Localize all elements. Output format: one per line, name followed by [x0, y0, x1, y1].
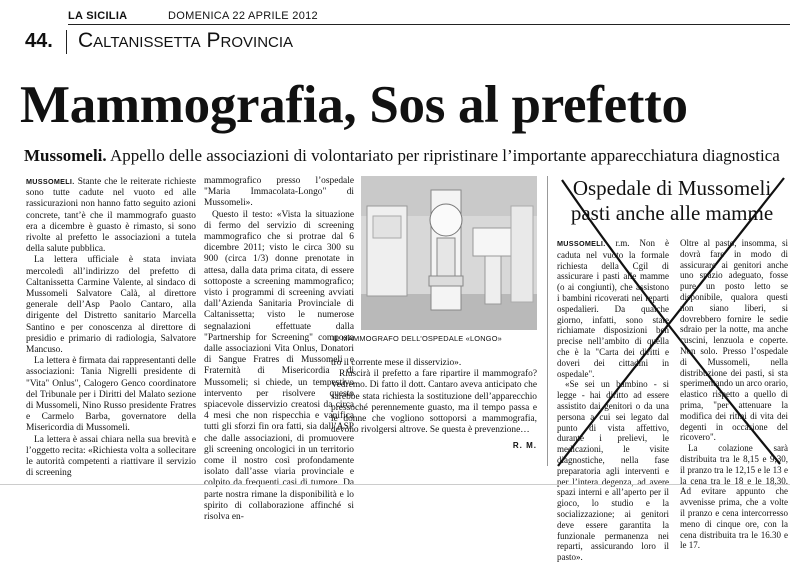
article-column-3	[331, 358, 537, 466]
issue-date: DOMENICA 22 APRILE 2012	[168, 10, 318, 22]
article-paragraph: Questo il testo: «Vista la situazione di fermo del servizio di screening mammografico che si protrae dal 6 dicembre 2011; visto le circa 300 su 900 (circa 1/3) donne prenotate in attesa, dalla data prima citata, di essere sottoposte a screening mammografico; visto i programmi di screening avviati dall’Azienda Sanitaria Provinciale di Caltanissetta; visto le numerose segnalazioni effettuate dalla "Partnership for Screening" composta dalle associazioni Vita Onlus, Donatori di Sangue Fratres di Mussomeli e Fraternità di Misericordia di Mussomeli; si chiede, un tempestivo intervento per risolvere questo spiacevole disservizio creatosi da circa 4 mesi che non rispecchia e vanifica tutti gli sforzi fin ora fatti, sia dall’ASP che dalle associazioni, di promuovere gli screening oncologici in un territorio come il nostro così profondamente isolato dall’asse viaria provinciale e colpito da frequenti casi di tumore. Da parte nostra rimane la disponibilità e lo spirito di collaborazione affinché si risolva en-	[204, 209, 354, 523]
bottom-rule	[0, 484, 790, 485]
sidebar-paragraph: Oltre al pasto, insomma, si dovrà fare in modo di assicurare ai genitori anche uno spazio adeguato, fosse pure un posto letto se disponibile, qualora questi non siano liberi, si dovrebbero fornire le sedie sdraio per la notte, ma anche cuscini, lenzuola e coperte. Non solo. Presso l’ospedale di Mussomeli, nella distribuzione dei pasti, si sta sperimentando un arco orario, elastico rispetto a quello di prima, "per attenuare la modifica dei ritmi di vita dei degenti in occasione del ricovero".	[680, 238, 788, 443]
headline: Mammografia, Sos al prefetto	[20, 76, 688, 134]
subhead-kicker: Mussomeli.	[24, 146, 107, 165]
section-divider	[66, 30, 67, 54]
article-paragraph: tro il corrente mese il disservizio».	[331, 358, 462, 368]
sidebar-dateline: MUSSOMELI.	[557, 239, 606, 248]
sidebar-paragraph: «Se sei un bambino - si legge - hai diritto ad essere assistito dai genitori o da una persona a cui sei legato dal punto di vista affettivo, durante i prelievi, le medicazioni, le visite diagnostiche, nella fase preparatoria agli interventi e per l’intera degenza, ad avere spazi interni e all’aperto per il gioco, lo studio e la socializzazione; ai genitori deve essere garantita la funzionale permanenza nei reparti, assicurando loro il pasto».	[557, 379, 669, 563]
mammograph-photo	[361, 176, 537, 330]
masthead	[0, 0, 790, 58]
section-title: Caltanissetta Provincia	[78, 29, 294, 52]
sidebar-column-2	[680, 238, 788, 551]
photo-caption: IL MAMMOGRAFO DELL’OSPEDALE «LONGO»	[333, 334, 502, 343]
article-paragraph: MUSSOMELI. Stante che le reiterate richieste sono tutte cadute nel vuoto ed alle rassicurazioni non hanno fatto seguito azioni concrete, tant’è che il mammografo guasto era a dicembre è guasto è rimasto, si sono rivolte al prefetto le associazioni a tutela della salute pubblica.	[26, 177, 197, 255]
author-signature: R. M.	[512, 441, 537, 451]
subhead-text: Appello delle associazioni di volontariato per ripristinare l’importante apparecchiatura diagnostica	[109, 146, 780, 165]
sidebar-paragraph: MUSSOMELI. r.m. Non è caduta nel vuoto la formale richiesta della Cgil di assicurare i pasti alle mamme (o ai congiunti), che assistono i bambini ricoverati nei reparti ospedalieri. Da qualche giorno, infatti, sono state richiamate disposizioni ben precise nell’ambito di quella che è la "Carta dei diritti e doveri dei cittadini in ospedale".	[557, 238, 670, 379]
article-paragraph: mammografico presso l’ospedale "Maria Immacolata-Longo" di Mussomeli».	[204, 176, 354, 209]
article-paragraph: Riuscirà il prefetto a fare ripartire il mammografo? Vedremo. Di fatto il dott. Cantaro aveva anticipato che sarebbe stata richiesta la sostituzione dell’apparecchio pressoché perennemente guasto, ma il tempo passa e le donne che vogliono sottoporsi a mammografia, devono rivolgersi altrove. Se questa è prevenzione…	[331, 369, 537, 436]
sidebar-column-1	[557, 238, 670, 563]
subhead	[24, 144, 790, 168]
mammograph-illustration	[361, 176, 537, 330]
newspaper-name: LA SICILIA	[68, 10, 128, 22]
page-number: 44.	[25, 30, 53, 52]
article-dateline: MUSSOMELI.	[26, 177, 75, 186]
column-rule	[547, 176, 548, 466]
article-column-1	[26, 176, 197, 479]
top-rule	[68, 24, 790, 25]
article-paragraph: La lettera è assai chiara nella sua brevità e l’oggetto recita: «Richiesta volta a sollecitare le autorità competenti a riattivare il servizio di screening	[26, 434, 196, 479]
sidebar-paragraph: La colazione sarà distribuita tra le 8,15 e 9,30, il pranzo tra le 12,15 e le 13 e la cena tra le 18 e le 18,30. Ad evitare appunto che avvenisse prima, che a volte il pranzo e cena intercorresso meno di cinque ore, con la cena distribuita tra le 16.30 e le 17.	[680, 443, 788, 551]
sidebar-title: Ospedale di Mussomeli pasti anche alle mamme	[570, 176, 774, 225]
article-paragraph: La lettera ufficiale è stata inviata mercoledì all’indirizzo del prefetto di Caltanissetta Carmine Valente, al sindaco di Mussomeli Salvatore Calà, al direttore generale dell’Asp Paolo Cantaro, alla dirigente del Distretto sanitario Marcella Santino e per conoscenza al direttore di presidio e primario di radiologia, Salvatore Mancuso.	[26, 255, 196, 356]
article-paragraph: La lettera è firmata dai rappresentanti delle associazioni: Tania Nigrelli presidente di "Vita" Onlus", Calogero Genco coordinatore del Tribunale per i Diritti del Malato sezione di Mussomeli, Nino Russo presidente Fratres e Carmelo Barba, governatore della Misericordia di Mussomeli.	[26, 356, 196, 434]
